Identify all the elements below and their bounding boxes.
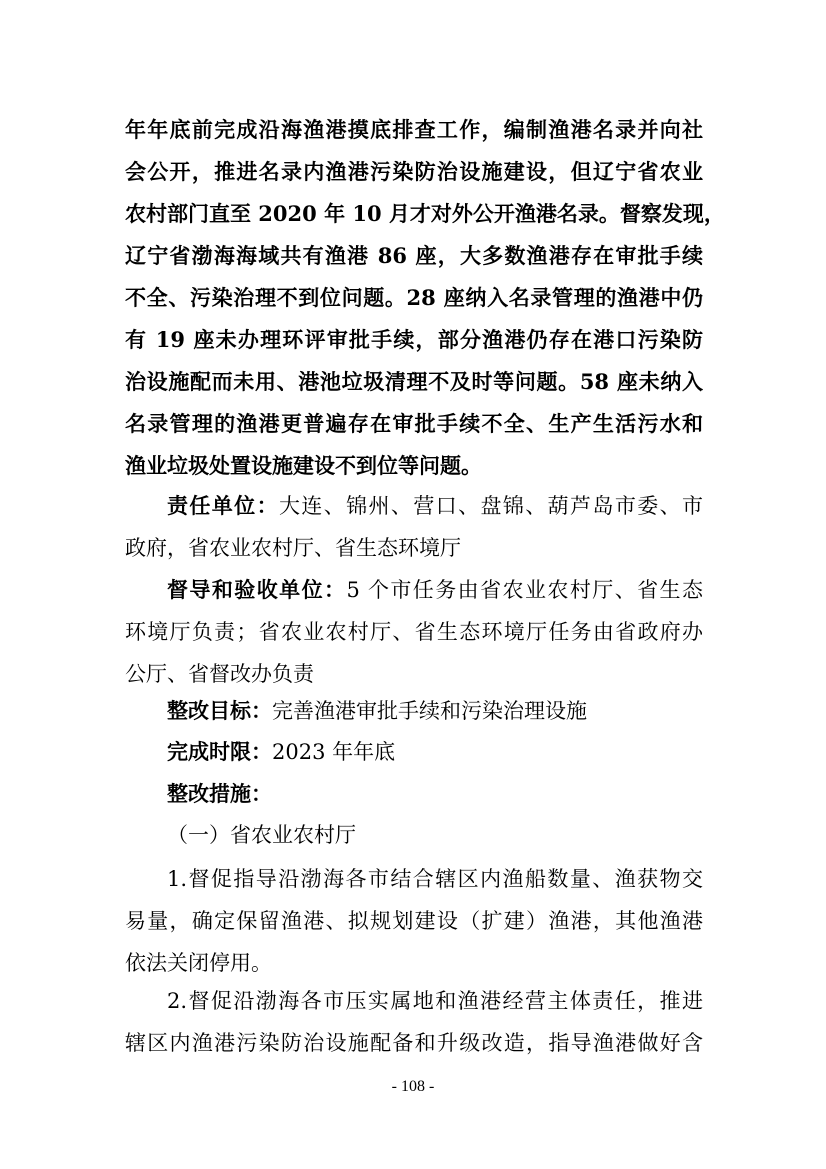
text-line: 渔业垃圾处置设施建设不到位等问题。 xyxy=(125,453,482,478)
text-line xyxy=(125,569,703,611)
responsible-label: 责任单位： xyxy=(167,493,279,518)
intro-paragraph xyxy=(125,109,725,487)
text-line: 公厅、省督改办负责 xyxy=(125,662,314,686)
text-line: 年年底前完成沿海渔港摸底排查工作，编制渔港名录并向社 xyxy=(125,117,703,142)
text-line: 易量，确定保留渔港、拟规划建设（扩建）渔港，其他渔港 xyxy=(125,909,703,933)
text-line: 治设施配而未用、港池垃圾清理不及时等问题。58 座未纳入 xyxy=(125,369,703,394)
section-one xyxy=(125,814,703,856)
text-line: 不全、污染治理不到位问题。28 座纳入名录管理的渔港中仍 xyxy=(125,285,703,310)
rectification-goal xyxy=(125,690,703,732)
deadline-label: 完成时限： xyxy=(167,739,272,764)
goal-label: 整改目标： xyxy=(167,698,272,723)
deadline-text: 2023 年年底 xyxy=(272,740,396,764)
text-line: 名录管理的渔港更普遍存在审批手续不全、生产生活污水和 xyxy=(125,411,703,436)
text-line xyxy=(125,485,703,527)
text-line: 辽宁省渤海海域共有渔港 86 座，大多数渔港存在审批手续 xyxy=(125,243,703,268)
goal-text: 完善渔港审批手续和污染治理设施 xyxy=(272,699,587,723)
section-heading: （一）省农业农村厅 xyxy=(167,823,356,847)
text-line xyxy=(125,690,703,732)
text-line: 2.督促沿渤海各市压实属地和渔港经营主体责任，推进 xyxy=(167,989,703,1013)
text-line: 政府，省农业农村厅、省生态环境厅 xyxy=(125,536,461,560)
measure-item-1 xyxy=(125,858,703,984)
text-line: 农村部门直至 2020 年 10 月才对外公开渔港名录。督察发现， xyxy=(125,201,725,226)
text-line: 辖区内渔港污染防治设施配备和升级改造，指导渔港做好含 xyxy=(125,1031,703,1055)
supervision-units xyxy=(125,569,703,695)
text-line xyxy=(125,731,703,773)
text-line: 会公开，推进名录内渔港污染防治设施建设，但辽宁省农业 xyxy=(125,159,703,184)
completion-deadline xyxy=(125,731,703,773)
measure-item-2 xyxy=(125,980,703,1064)
measures xyxy=(125,773,703,815)
page-number: - 108 - xyxy=(391,1078,435,1095)
text-line: 依法关闭停用。 xyxy=(125,951,272,975)
supervision-text: 5 个市任务由省农业农村厅、省生态 xyxy=(346,578,703,602)
text-line: 有 19 座未办理环评审批手续，部分渔港仍存在港口污染防 xyxy=(125,327,703,352)
text-line: 1.督促指导沿渤海各市结合辖区内渔船数量、渔获物交 xyxy=(167,867,703,891)
measures-label: 整改措施： xyxy=(167,781,272,806)
text-line: 环境厅负责；省农业农村厅、省生态环境厅任务由省政府办 xyxy=(125,620,703,644)
supervision-label: 督导和验收单位： xyxy=(167,577,347,602)
responsible-text: 大连、锦州、营口、盘锦、葫芦岛市委、市 xyxy=(278,494,704,518)
responsible-units xyxy=(125,485,703,569)
